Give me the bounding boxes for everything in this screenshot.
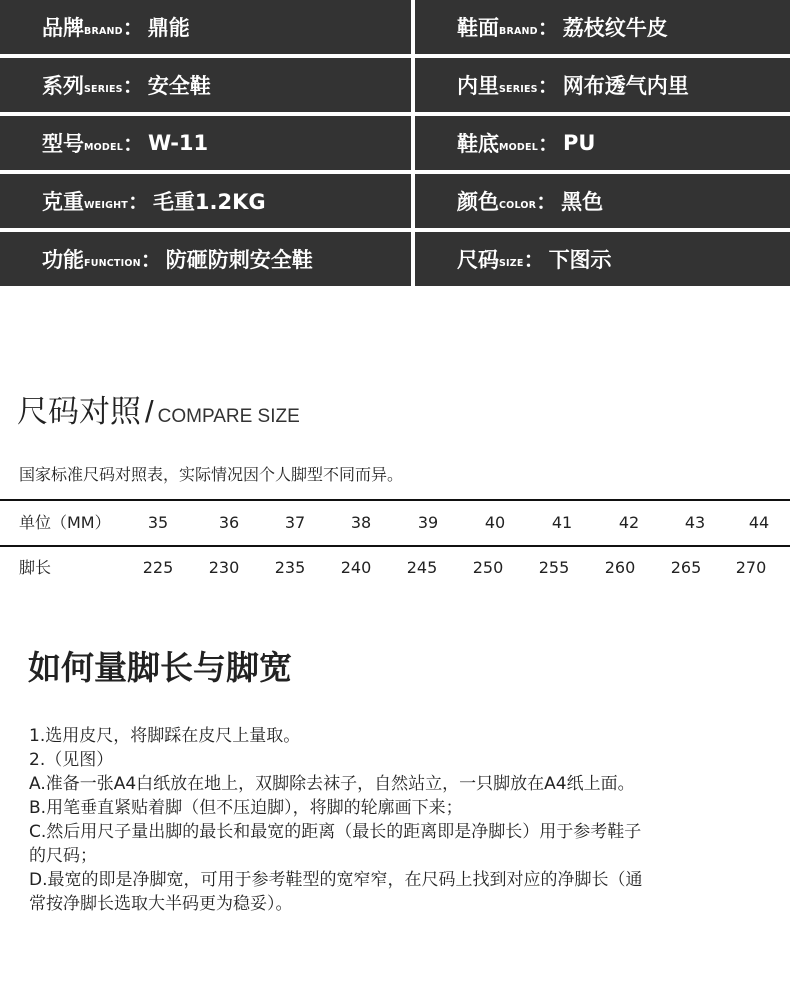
spec-colon: ： [122, 132, 144, 156]
length-cell: 245 [406, 558, 438, 577]
size-cell: 38 [350, 513, 372, 532]
length-cell: 270 [735, 558, 767, 577]
instruction-line: D.最宽的即是净脚宽，可用于参考鞋型的宽窄窄，在尺码上找到对应的净脚长（通 [29, 870, 643, 890]
spec-sublabel: WEIGHT [84, 199, 128, 211]
spec-value: 黑色 [561, 190, 604, 214]
spec-value: 下图示 [548, 248, 612, 272]
spec-sublabel: FUNCTION [84, 257, 141, 269]
spec-sublabel: BRAND [499, 25, 538, 37]
table-row [0, 503, 790, 543]
spec-value: 防砸防刺安全鞋 [165, 248, 313, 272]
measure-instructions [29, 724, 769, 916]
spec-label: 尺码 [457, 248, 499, 272]
title-divider: / [145, 394, 154, 429]
spec-sublabel: SERIES [84, 83, 123, 95]
size-cell: 44 [748, 513, 770, 532]
spec-value: 荔枝纹牛皮 [562, 16, 668, 40]
spec-colon: ： [537, 16, 559, 40]
spec-value: 鼎能 [147, 16, 190, 40]
spec-sublabel: SIZE [499, 257, 524, 269]
size-table-note: 国家标准尺码对照表，实际情况因个人脚型不同而异。 [19, 465, 404, 484]
table-mid-rule [0, 545, 790, 547]
instruction-line: A.准备一张A4白纸放在地上，双脚除去袜子，自然站立，一只脚放在A4纸上面。 [29, 774, 635, 794]
spec-label: 克重 [42, 190, 84, 214]
table-row [0, 548, 790, 588]
spec-value: 网布透气内里 [562, 74, 689, 98]
length-cell: 235 [274, 558, 306, 577]
spec-label: 内里 [457, 74, 499, 98]
size-cell: 43 [684, 513, 706, 532]
spec-function [0, 232, 411, 286]
spec-label: 鞋底 [457, 132, 499, 156]
spec-sublabel: SERIES [499, 83, 538, 95]
spec-value: W-11 [147, 131, 209, 155]
spec-sole [415, 116, 790, 170]
spec-series [0, 58, 411, 112]
length-cell: 265 [670, 558, 702, 577]
size-cell: 42 [618, 513, 640, 532]
spec-label: 系列 [42, 74, 84, 98]
measure-heading: 如何量脚长与脚宽 [28, 648, 292, 687]
instruction-line: 2.（见图） [29, 750, 114, 770]
spec-colon: ： [536, 190, 558, 214]
spec-colon: ： [140, 248, 162, 272]
size-cell: 36 [218, 513, 240, 532]
size-cell: 35 [147, 513, 169, 532]
length-cell: 230 [208, 558, 240, 577]
spec-size [415, 232, 790, 286]
spec-colon: ： [127, 190, 149, 214]
table-top-rule [0, 499, 790, 501]
spec-label: 功能 [42, 248, 84, 272]
spec-value: 安全鞋 [147, 74, 211, 98]
spec-colon: ： [537, 132, 559, 156]
spec-sublabel: BRAND [84, 25, 123, 37]
length-cell: 250 [472, 558, 504, 577]
spec-brand [0, 0, 411, 54]
length-cell: 255 [538, 558, 570, 577]
length-cell: 240 [340, 558, 372, 577]
spec-label: 鞋面 [457, 16, 499, 40]
size-cell: 37 [284, 513, 306, 532]
spec-label: 颜色 [457, 190, 499, 214]
spec-value: 毛重1.2KG [152, 190, 266, 214]
size-cell: 39 [417, 513, 439, 532]
spec-value: PU [562, 131, 596, 155]
instruction-line: C.然后用尺子量出脚的最长和最宽的距离（最长的距离即是净脚长）用于参考鞋子 [29, 822, 642, 842]
spec-label: 品牌 [42, 16, 84, 40]
spec-weight [0, 174, 411, 228]
spec-sublabel: MODEL [84, 141, 123, 153]
spec-label: 型号 [42, 132, 84, 156]
size-cell: 41 [551, 513, 573, 532]
compare-size-title: 尺码对照 [17, 394, 141, 430]
spec-lining [415, 58, 790, 112]
spec-colon: ： [537, 74, 559, 98]
instruction-line: 1.选用皮尺，将脚踩在皮尺上量取。 [29, 726, 301, 746]
spec-colon: ： [122, 16, 144, 40]
spec-color [415, 174, 790, 228]
length-cell: 260 [604, 558, 636, 577]
instruction-line: 常按净脚长选取大半码更为稳妥）。 [29, 894, 293, 914]
spec-upper [415, 0, 790, 54]
size-cell: 40 [484, 513, 506, 532]
instruction-line: B.用笔垂直紧贴着脚（但不压迫脚），将脚的轮廓画下来； [29, 798, 463, 818]
compare-size-heading [17, 386, 300, 431]
unit-label: 单位（MM） [19, 513, 111, 532]
spec-sublabel: COLOR [499, 199, 537, 211]
compare-size-subtitle: COMPARE SIZE [157, 406, 300, 427]
spec-colon: ： [122, 74, 144, 98]
spec-colon: ： [523, 248, 545, 272]
foot-length-label: 脚长 [19, 558, 52, 577]
spec-model [0, 116, 411, 170]
instruction-line: 的尺码； [29, 846, 97, 866]
length-cell: 225 [142, 558, 174, 577]
spec-grid [0, 0, 790, 288]
spec-sublabel: MODEL [499, 141, 538, 153]
